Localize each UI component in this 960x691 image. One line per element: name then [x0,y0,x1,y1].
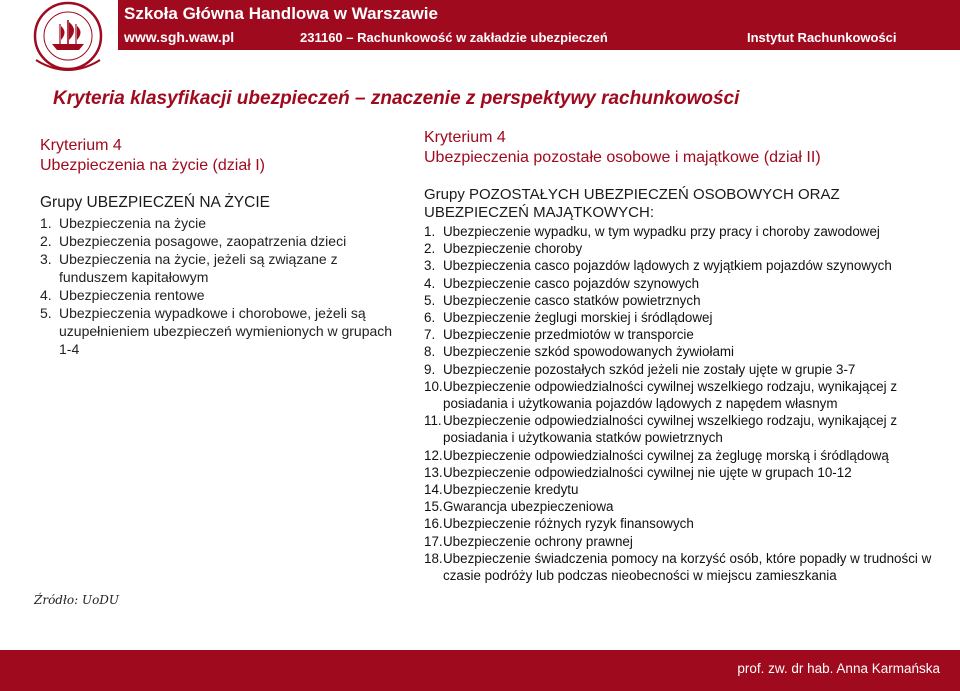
item-text: Ubezpieczenia wypadkowe i chorobowe, jeżeli są uzupełnieniem ubezpieczeń wymienionych w grupach 1-4 [59,305,393,357]
item-number: 15. [424,499,443,515]
item-number: 2. [40,233,52,249]
list-item [424,326,944,343]
item-number: 6. [424,310,436,326]
list-item [424,447,944,464]
list-item [40,286,400,304]
item-text: Ubezpieczenia casco pojazdów lądowych z wyjątkiem pojazdów szynowych [443,258,892,274]
footer [0,650,960,691]
right-column [424,128,944,584]
property-insurance-list [424,223,944,584]
right-heading-criterion: Kryterium 4 [424,129,506,146]
item-text: Ubezpieczenia posagowe, zaopatrzenia dzieci [59,233,347,249]
item-text: Ubezpieczenie casco statków powietrznych [443,292,701,308]
item-text: Ubezpieczenie kredytu [443,482,579,498]
item-text: Ubezpieczenie casco pojazdów szynowych [443,275,700,291]
item-text: Ubezpieczenie wypadku, w tym wypadku przy pracy i choroby zawodowej [443,224,880,239]
item-number: 5. [424,292,436,308]
item-number: 5. [40,305,52,321]
item-number: 2. [424,241,436,257]
item-number: 9. [424,361,436,377]
list-item [424,412,944,446]
list-item [424,223,944,240]
list-item [424,257,944,274]
item-number: 4. [424,275,436,291]
item-number: 10. [424,378,443,394]
left-group-title: Grupy UBEZPIECZEŃ NA ŻYCIE [40,194,270,211]
item-text: Ubezpieczenie szkód spowodowanych żywiołami [443,344,735,360]
item-number: 16. [424,516,443,532]
list-item [40,232,400,250]
left-column [40,136,400,358]
page-title: Kryteria klasyfikacji ubezpieczeń – znaczenie z perspektywy rachunkowości [53,88,740,109]
list-item [424,361,944,378]
item-number: 17. [424,533,443,549]
item-number: 8. [424,344,436,360]
institute-name: Instytut Rachunkowości [747,30,897,45]
item-number: 12. [424,447,443,463]
left-heading-criterion: Kryterium 4 [40,137,122,154]
right-heading-section: Ubezpieczenia pozostałe osobowe i majątkowe (dział II) [424,149,821,166]
item-text: Ubezpieczenie przedmiotów w transporcie [443,327,694,343]
item-number: 13. [424,464,443,480]
item-text: Ubezpieczenie żeglugi morskiej i śródlądowej [443,310,713,326]
list-item [40,214,400,232]
item-number: 4. [40,287,52,303]
item-number: 18. [424,550,443,566]
list-item [424,481,944,498]
course-name: 231160 – Rachunkowość w zakładzie ubezpieczeń [300,30,608,45]
item-number: 14. [424,482,443,498]
list-item [424,533,944,550]
item-text: Ubezpieczenie odpowiedzialności cywilnej za żeglugę morską i śródlądową [443,447,889,463]
item-number: 7. [424,327,436,343]
list-item [424,275,944,292]
list-item [40,304,400,358]
header [0,0,960,76]
item-text: Ubezpieczenie świadczenia pomocy na korzyść osób, które popadły w trudności w czasie podróży lub podczas nieobecności w miejscu zamieszkania [443,550,932,584]
list-item [424,378,944,412]
list-item [424,240,944,257]
item-text: Ubezpieczenie różnych ryzyk finansowych [443,516,694,532]
source-note: Źródło: UoDU [34,593,120,607]
author-name: prof. zw. dr hab. Anna Karmańska [737,661,940,676]
item-text: Ubezpieczenie odpowiedzialności cywilnej wszelkiego rodzaju, wynikającej z posiadania i użytkowania pojazdów lądowych z napędem własnym [443,378,898,412]
item-number: 1. [40,215,52,231]
left-heading-section: Ubezpieczenia na życie (dział I) [40,157,265,174]
item-text: Gwarancja ubezpieczeniowa [443,499,614,515]
list-item [40,250,400,286]
list-item [424,464,944,481]
item-text: Ubezpieczenie ochrony prawnej [443,533,633,549]
item-number: 3. [424,258,436,274]
item-text: Ubezpieczenia na życie, jeżeli są związane z funduszem kapitałowym [59,251,338,285]
list-item [424,498,944,515]
item-text: Ubezpieczenia rentowe [59,287,205,303]
sgh-logo-icon [22,0,114,76]
list-item [424,309,944,326]
item-number: 1. [424,224,436,239]
list-item [424,343,944,360]
item-text: Ubezpieczenie pozostałych szkód jeżeli nie zostały ujęte w grupie 3-7 [443,361,856,377]
item-text: Ubezpieczenie odpowiedzialności cywilnej wszelkiego rodzaju, wynikającej z posiadania i użytkowania statków powietrznych [443,413,898,446]
life-insurance-list [40,214,400,358]
item-number: 3. [40,251,52,267]
right-group-title: Grupy POZOSTAŁYCH UBEZPIECZEŃ OSOBOWYCH ORAZ UBEZPIECZEŃ MAJĄTKOWYCH: [424,186,840,221]
list-item [424,515,944,532]
item-text: Ubezpieczenie odpowiedzialności cywilnej nie ujęte w grupach 10-12 [443,464,852,480]
item-number: 11. [424,413,442,429]
list-item [424,292,944,309]
website-url[interactable]: www.sgh.waw.pl [124,29,235,45]
list-item [424,550,944,584]
item-text: Ubezpieczenie choroby [443,241,583,257]
university-name: Szkoła Główna Handlowa w Warszawie [124,4,438,23]
item-text: Ubezpieczenia na życie [59,215,207,231]
